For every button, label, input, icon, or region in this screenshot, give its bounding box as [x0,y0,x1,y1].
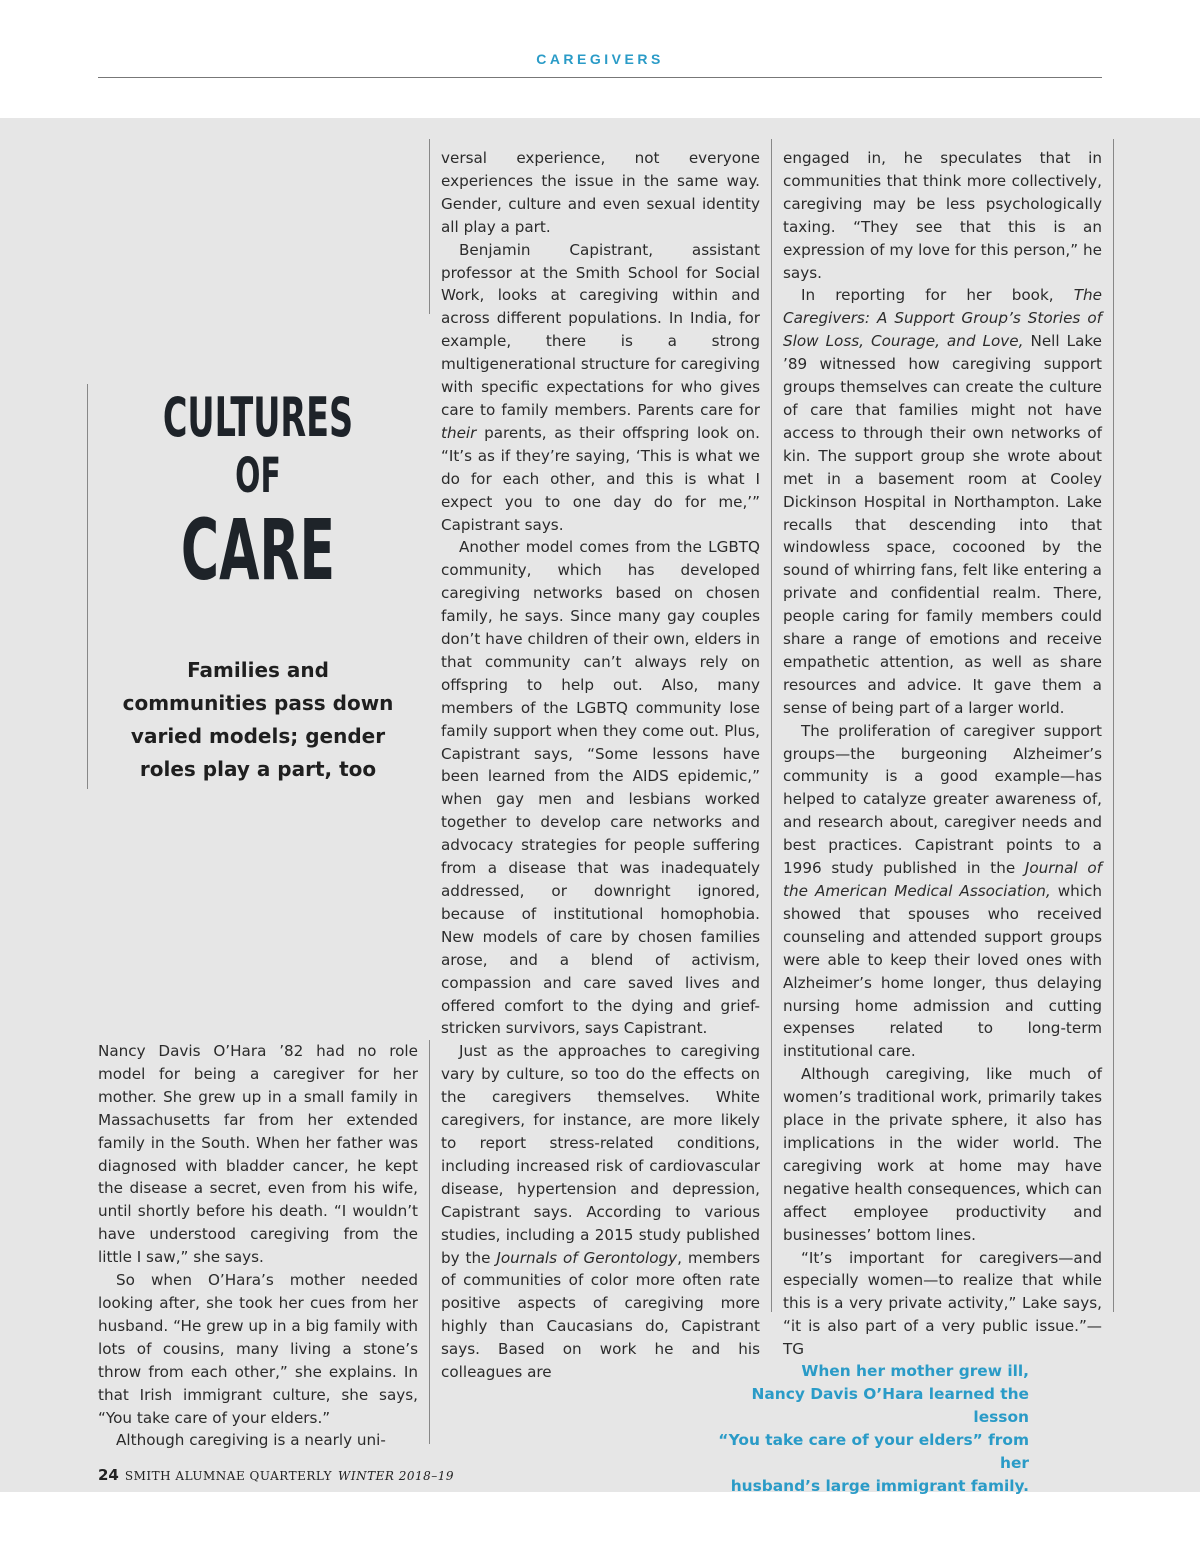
journal-title: Journal of the American Medical Association, [783,859,1102,900]
body-column-3 [783,147,1102,1361]
column-rule-4 [1113,139,1114,1312]
paragraph [441,1040,760,1384]
column-rule-3 [771,139,772,1312]
page-number: 24 [98,1466,119,1484]
text-run: In reporting for her book, [801,286,1074,305]
caption-line: “You take care of your elders” from her [718,1431,1029,1472]
paragraph: versal experience, not everyone experiences the issue in the same way. Gender, culture and even sexual identity all play a part. [441,149,760,236]
text-run: Nell Lake ’89 witnessed how caregiving support groups themselves can create the culture of care that families might not have access to through their own networks of kin. The support group she wrote about met in a basement room at Cooley Dickinson Hospital in Northampton. Lake recalls that descending into that windowless space, cocooned by the sound of whirring fans, felt like entering a private and confidential realm. There, people caring for family members could share a range of emotions and receive empathetic attention, as well as share resources and advice. It gave them a sense of being part of a larger world. [783,332,1102,717]
caption-line: Nancy Davis O’Hara learned the lesson [751,1385,1029,1426]
body-column-1 [98,1040,418,1452]
text-run: Just as the approaches to caregiving vary by culture, so too do the effects on the caregivers themselves. White caregivers, for instance, are more likely to report stress-related conditions, including increased risk of cardiovascular disease, hypertension and depression, Capistrant says. According to various studies, including a 2015 study published by the [441,1042,760,1267]
paragraph [441,239,760,537]
paragraph: Nancy Davis O’Hara ’82 had no role model for being a caregiver for her mother. She grew up in a small family in Massachusetts far from her extended family in the South. When her father was diagnosed with bladder cancer, he kept the disease a secret, even from his wife, until shortly before his death. “I wouldn’t have understood caregiving from the little I saw,” she says. [98,1042,418,1267]
column-rule-1 [429,1040,430,1444]
issue-date: WINTER 2018–19 [338,1469,455,1483]
emphasis: their [441,423,477,442]
headline-rule [87,384,88,789]
body-column-2 [441,147,760,1384]
text-run: Benjamin Capistrant, assistant professor at the Smith School for Social Work, looks at caregiving within and across different populations. In India, for example, there is a strong multigenerational structure for caregiving with specific expectations for who gives care to family members. Parents care for [441,240,760,419]
text-run: which showed that spouses who received counseling and attended support groups were able to keep their loved ones with Alzheimer’s home longer, thus delaying nursing home admission and cutting expenses related to long-term institutional care. [783,882,1102,1061]
headline-line-1: CULTURES [162,386,354,449]
book-title: The Caregivers: A Support Group’s Stories of Slow Loss, Courage, and Love, [783,286,1102,351]
paragraph: engaged in, he speculates that in communities that think more collectively, caregiving may be less psychologically taxing. “They see that this is an expression of my love for this person,” he says. [783,149,1102,282]
text-run: parents, as their offspring look on. “It’s as if they’re saying, ‘This is what we do for each other, and this is what I expect you to one day do for me,’” Capistrant says. [441,423,760,534]
journal-title: Journals of Gerontology [496,1248,678,1267]
column-rule-2 [429,139,430,314]
headline-line-3: CARE [180,501,336,599]
header-rule [98,77,1102,78]
dek: Families and communities pass down varied models; gender roles play a part, too [122,658,394,781]
page-header [0,0,1200,118]
caption-line: When her mother grew ill, [801,1362,1029,1380]
publication-name: SMITH ALUMNAE QUARTERLY [124,1469,333,1483]
paragraph: “It’s important for caregivers—and especially women—to realize that while this is a very private activity,” Lake says, “it is also part of a very public issue.”—TG [783,1248,1102,1359]
paragraph: Although caregiving is a nearly uni- [116,1431,386,1450]
paragraph [783,720,1102,1064]
paragraph: Although caregiving, like much of women’s traditional work, primarily takes place in the private sphere, it also has implications in the wider world. The caregiving work at home may have negative health consequences, which can affect employee productivity and businesses’ bottom lines. [783,1065,1102,1244]
paragraph [783,284,1102,719]
text-run: , members of communities of color more often rate positive aspects of caregiving more highly than Caucasians do, Capistrant says. Based on work he and his colleagues are [441,1248,760,1382]
paragraph: So when O’Hara’s mother needed looking after, she took her cues from her husband. “He grew up in a big family with lots of cousins, many living a stone’s throw from each other,” she explains. In that Irish immigrant culture, she says, “You take care of your elders.” [98,1271,418,1427]
photo-caption [700,1360,1029,1498]
headline [159,386,357,599]
headline-line-2: OF [235,448,281,504]
page-footer [98,1466,454,1484]
paragraph: Another model comes from the LGBTQ community, which has developed caregiving networks based on chosen family, he says. Since many gay couples don’t have children of their own, elders in that community can’t always rely on offspring to help out. Also, many members of the LGBTQ community lose family support when they come out. Plus, Capistrant says, “Some lessons have been learned from the AIDS epidemic,” when gay men and lesbians worked together to develop care networks and advocacy strategies for people suffering from a disease that was inadequately addressed, or downright ignored, because of institutional homophobia. New models of care by chosen families arose, and a blend of activism, compassion and care saved lives and offered comfort to the dying and grief-stricken survivors, says Capistrant. [441,538,760,1038]
section-label: CAREGIVERS [536,51,664,67]
text-run: The proliferation of caregiver support groups—the burgeoning Alzheimer’s community is a good example—has helped to catalyze greater awareness of, and research about, caregiver needs and best practices. Capistrant points to a 1996 study published in the [783,721,1102,878]
caption-line: husband’s large immigrant family. [730,1477,1029,1495]
